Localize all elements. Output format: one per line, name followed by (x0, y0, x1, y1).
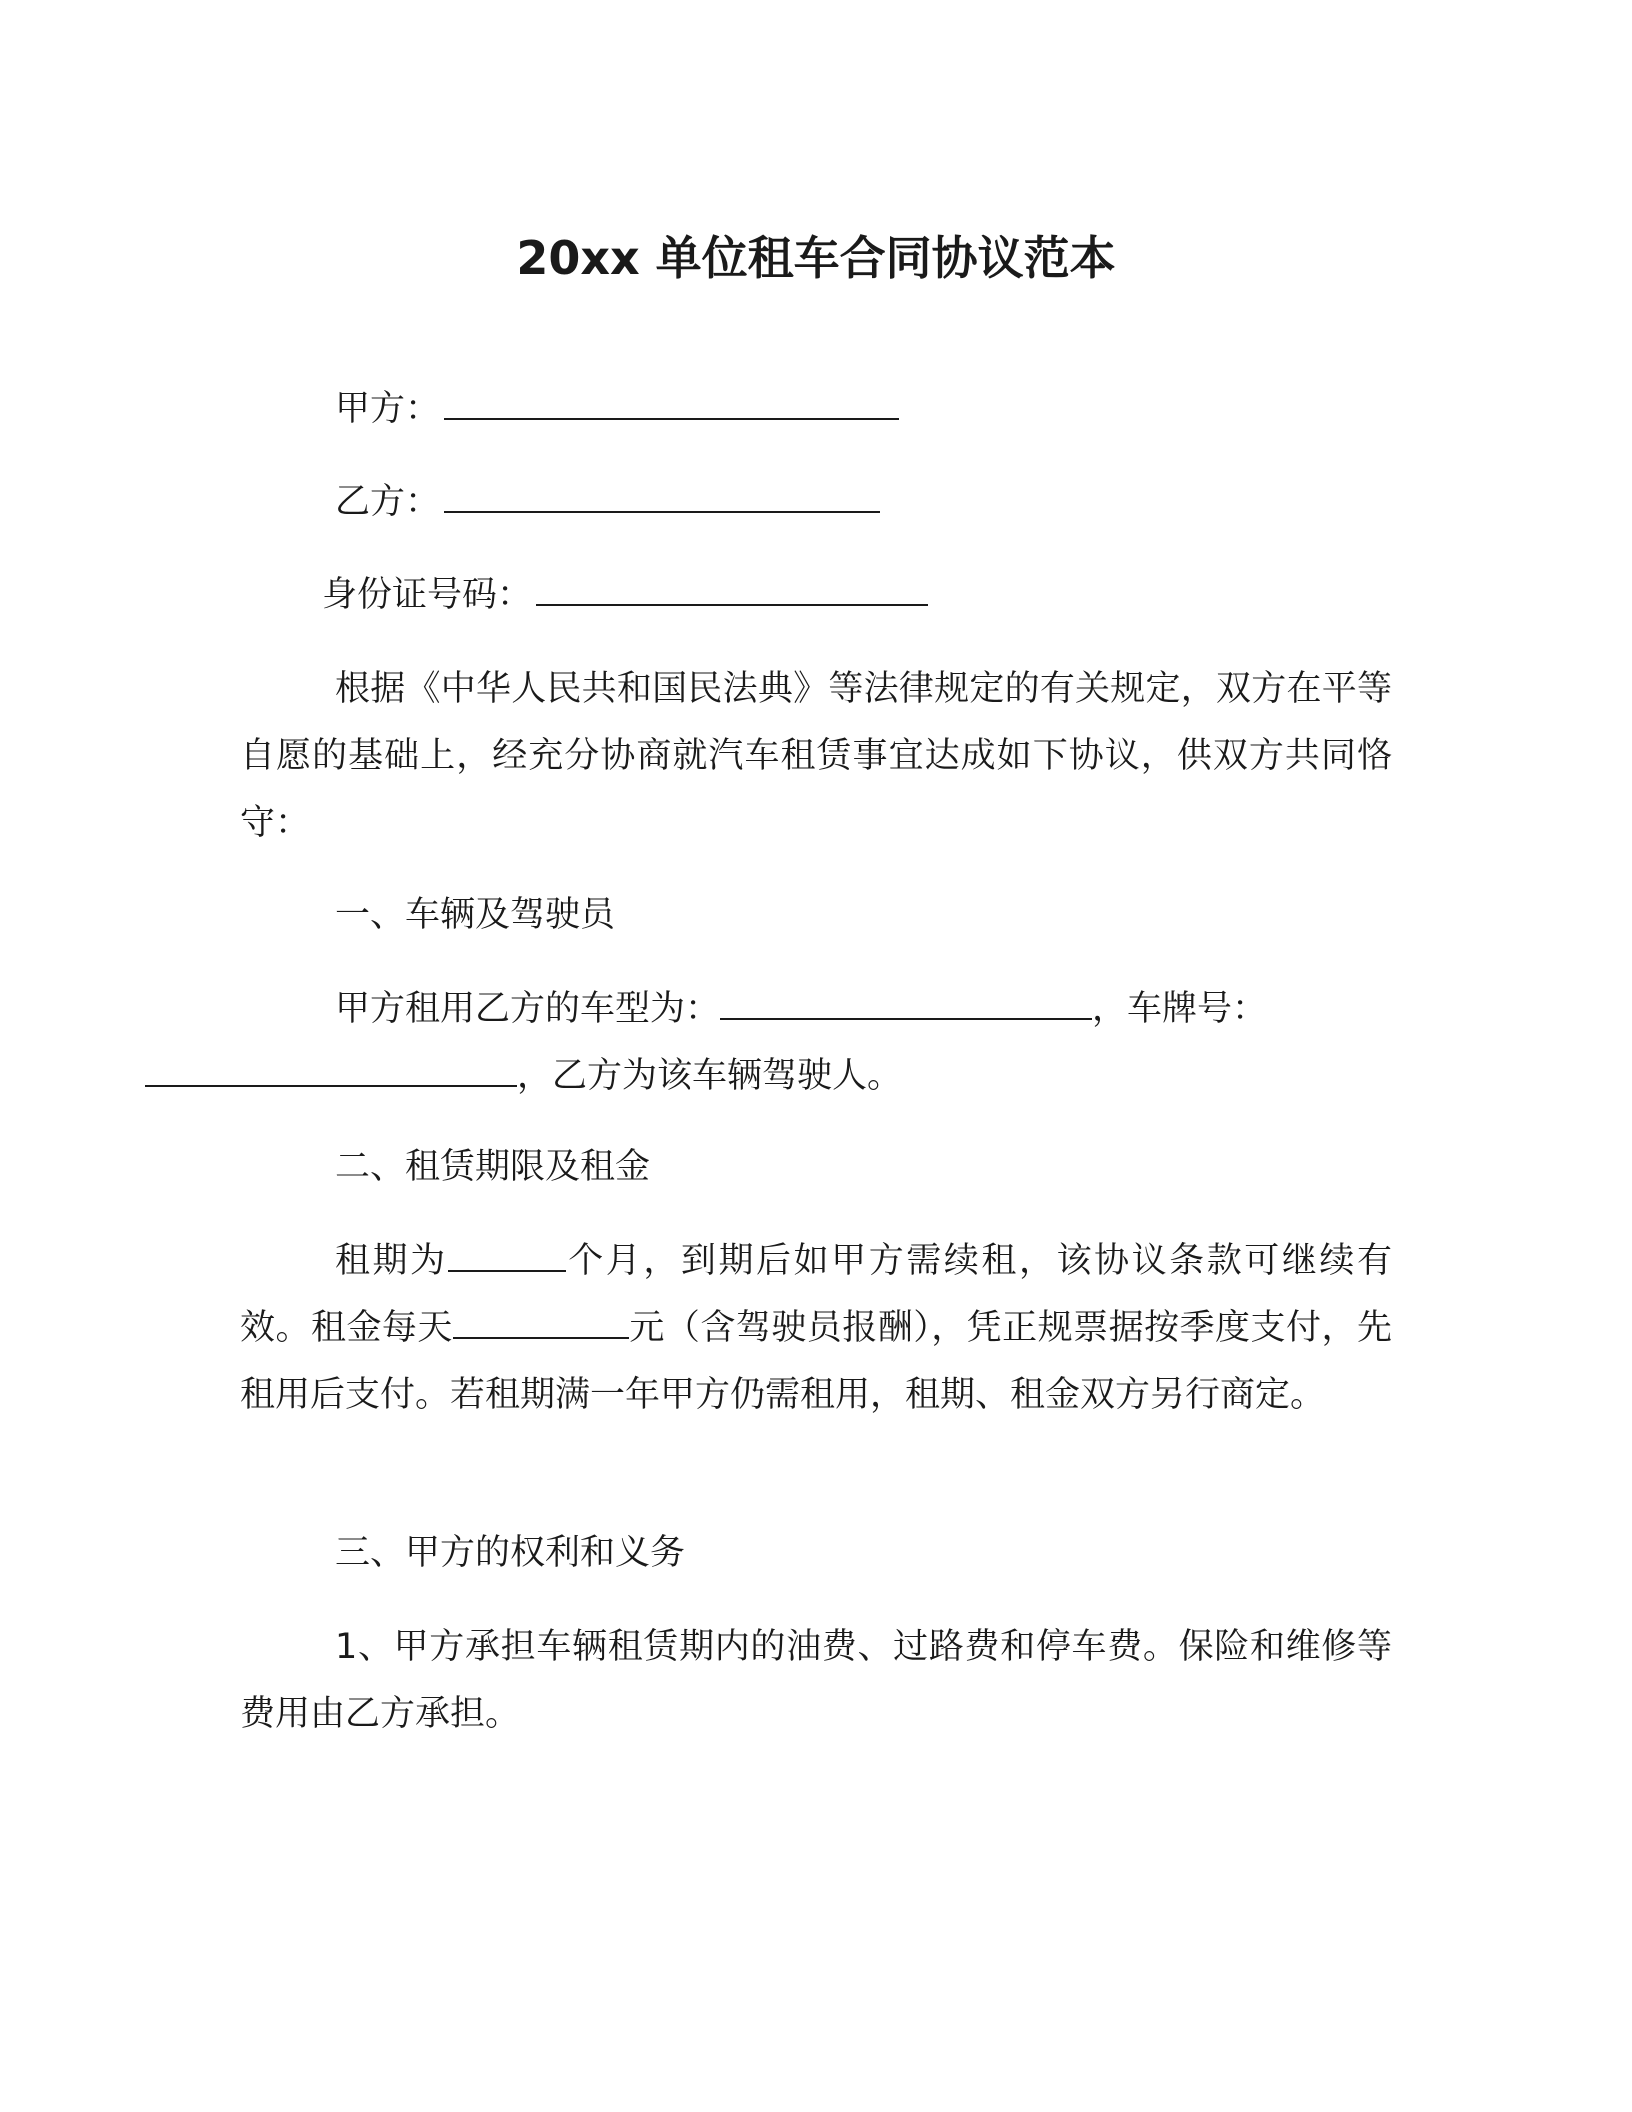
party-a-blank (444, 392, 899, 420)
id-number-blank (536, 578, 928, 606)
car-model-blank (720, 990, 1092, 1020)
party-b-label: 乙方： (335, 482, 441, 522)
section1-text-a: 甲方租用乙方的车型为： (335, 989, 721, 1029)
section1-paragraph (240, 976, 1392, 1110)
id-number-label: 身份证号码： (322, 575, 533, 615)
intro-paragraph: 根据《中华人民共和国民法典》等法律规定的有关规定，双方在平等自愿的基础上，经充分协商就汽车租赁事宜达成如下协议，供双方共同恪守： (240, 669, 1392, 843)
section2-text-b: 个月，到期后如甲方需续租，该协议条款可继续有效。租金每天 (240, 1241, 1392, 1348)
id-number-line (322, 562, 1474, 629)
section3-heading: 三、甲方的权利和义务 (335, 1533, 686, 1573)
section2-text-a: 租期为 (335, 1241, 448, 1281)
party-a-label: 甲方： (335, 389, 441, 429)
section2-paragraph (240, 1228, 1392, 1429)
section2-text-c: 元（含驾驶员报酬），凭正规票据按季度支付，先租用后支付。若租期满一年甲方仍需租用，租期、租金双方另行商定。 (240, 1308, 1392, 1415)
party-b-blank (444, 485, 880, 513)
section1-heading: 一、车辆及驾驶员 (335, 895, 616, 935)
party-b-line (335, 469, 1487, 536)
daily-rent-blank (453, 1309, 629, 1339)
plate-number-blank (145, 1057, 517, 1087)
document-title: 20xx 单位租车合同协议范本 (516, 231, 1116, 285)
party-a-line (335, 376, 1487, 443)
section1-text-c: ，乙方为该车辆驾驶人。 (517, 1056, 903, 1096)
section2-heading: 二、租赁期限及租金 (335, 1147, 651, 1187)
section3-item1: 1、甲方承担车辆租赁期内的油费、过路费和停车费。保险和维修等费用由乙方承担。 (240, 1627, 1392, 1734)
section1-text-b: ，车牌号： (1092, 989, 1268, 1029)
lease-months-blank (448, 1242, 566, 1272)
